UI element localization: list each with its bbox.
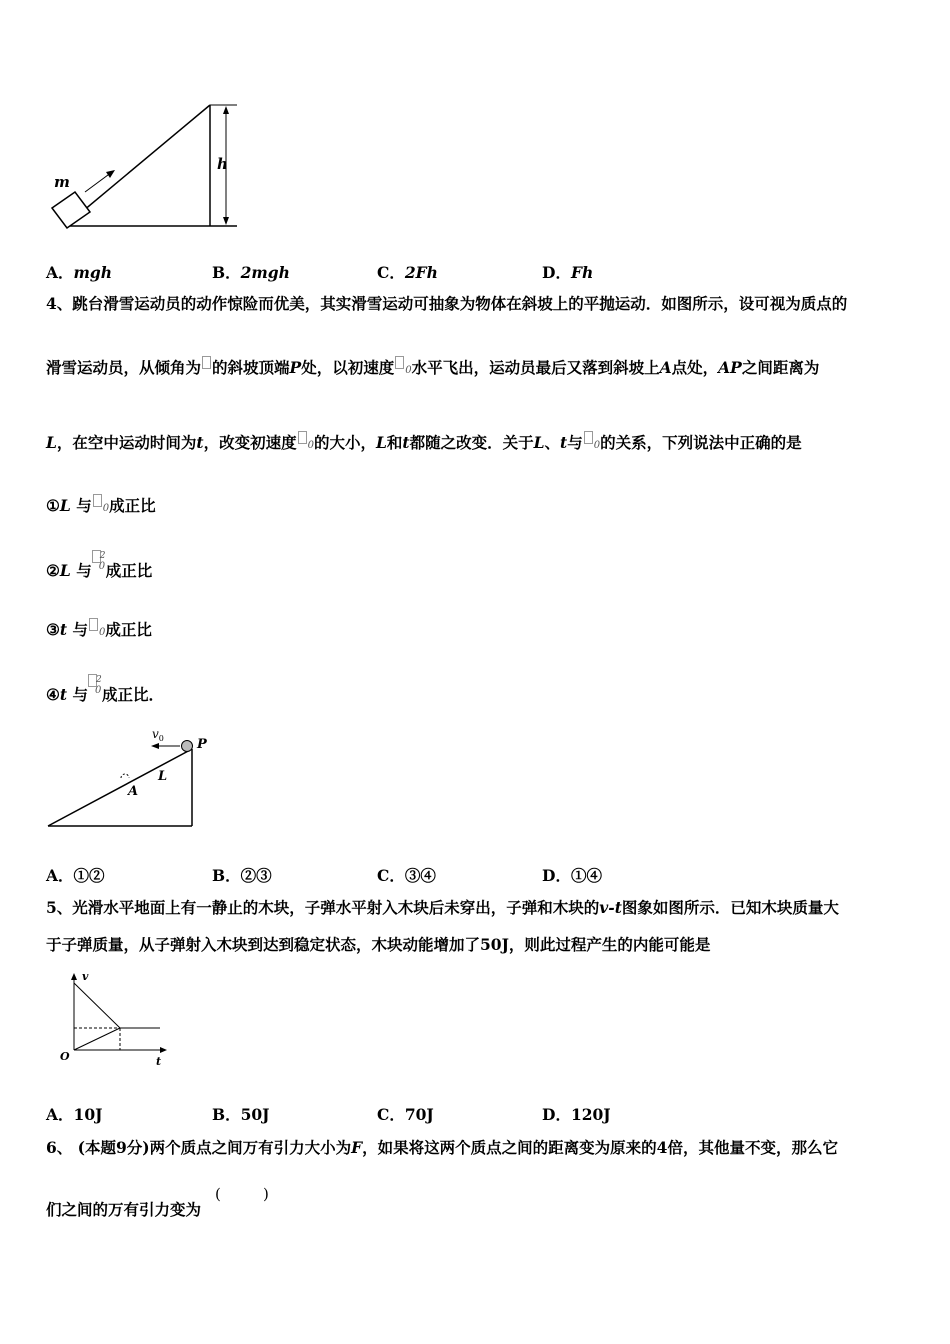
theta-placeholder [202,356,211,369]
v0-arrow-head [151,743,159,749]
v-axis-label: v [82,970,89,983]
v0-placeholder [93,494,102,507]
q4-line-1: 4、跳台滑雪运动员的动作惊险而优美，其实滑雪运动可抽象为物体在斜坡上的平抛运动．如图所示，设可视为质点的 [46,294,848,313]
q5-option-c: C．70J [377,1105,434,1124]
origin-label: O [60,1050,70,1063]
v0-squared-placeholder: 2 0 [92,556,106,576]
q5-option-d: D．120J [542,1105,611,1124]
force-arrow [85,172,112,192]
incline-figure [40,95,250,235]
q4-line-2: 滑雪运动员，从倾角为 的斜坡顶端P处，以初速度 0水平飞出，运动员最后又落到斜坡上A点处，AP之间距离为 [46,358,820,377]
v0-placeholder [395,356,404,369]
point-P [182,741,193,752]
q4-item-3: ③t 与 0成正比 [46,620,152,639]
landing-arc [121,774,129,778]
q5-option-a: A．10J [46,1105,103,1124]
height-arrow-head-bottom [223,217,229,225]
height-arrow-head-top [223,106,229,114]
v0-placeholder [584,431,593,444]
q6-answer-paren-right: ) [263,1185,269,1203]
q4-item-1: ①L 与 0成正比 [46,496,156,515]
slope-hypotenuse [48,749,192,826]
block-m [52,192,90,228]
L-label: L [158,769,168,784]
q4-option-b: B．②③ [212,866,272,885]
y-axis-arrow [71,973,77,980]
ski-slope-figure [40,722,230,834]
v0-placeholder [89,618,98,631]
t-axis-label: t [156,1055,162,1068]
A-label: A [128,784,139,799]
x-axis-arrow [160,1047,167,1053]
q3-option-a: A．mgh [46,263,113,282]
height-label: h [217,155,228,173]
q4-option-c: C．③④ [377,866,436,885]
vt-graph [52,968,177,1070]
q4-line-3: L，在空中运动时间为t，改变初速度 0的大小，L和t都随之改变．关于L、t与 0的关系，下列说法中正确的是 [46,433,802,452]
block-line [74,1028,120,1050]
bullet-line [74,983,120,1028]
q5-option-b: B．50J [212,1105,270,1124]
q6-line-1: 6、 (本题9分)两个质点之间万有引力大小为F，如果将这两个质点之间的距离变为原来的4倍，其他量不变，那么它 [46,1138,838,1157]
q5-line-1: 5、光滑水平地面上有一静止的木块，子弹水平射入木块后未穿出，子弹和木块的v-t图象如图所示．已知木块质量大 [46,898,839,917]
q4-item-2: ②L 与 2 0 成正比 [46,551,153,580]
v0-placeholder [298,431,307,444]
q4-option-a: A．①② [46,866,105,885]
P-label: P [197,737,207,752]
v0-squared-placeholder: 2 0 [88,680,102,700]
q6-line-2: 们之间的万有引力变为 [46,1200,202,1219]
q4-item-4: ④t 与 2 0 成正比． [46,675,165,704]
v0-label: $v_0$ [152,727,164,743]
q4-option-d: D．①④ [542,866,602,885]
q3-option-c: C．2Fh [377,263,438,282]
q5-line-2: 于子弹质量，从子弹射入木块到达到稳定状态，木块动能增加了50J，则此过程产生的内能可能是 [46,935,711,954]
q6-answer-paren-left: ( [215,1185,221,1203]
q3-option-d: D．Fh [542,263,594,282]
mass-label: m [54,173,70,191]
q3-option-b: B．2mgh [212,263,290,282]
force-arrow-head [106,170,115,178]
